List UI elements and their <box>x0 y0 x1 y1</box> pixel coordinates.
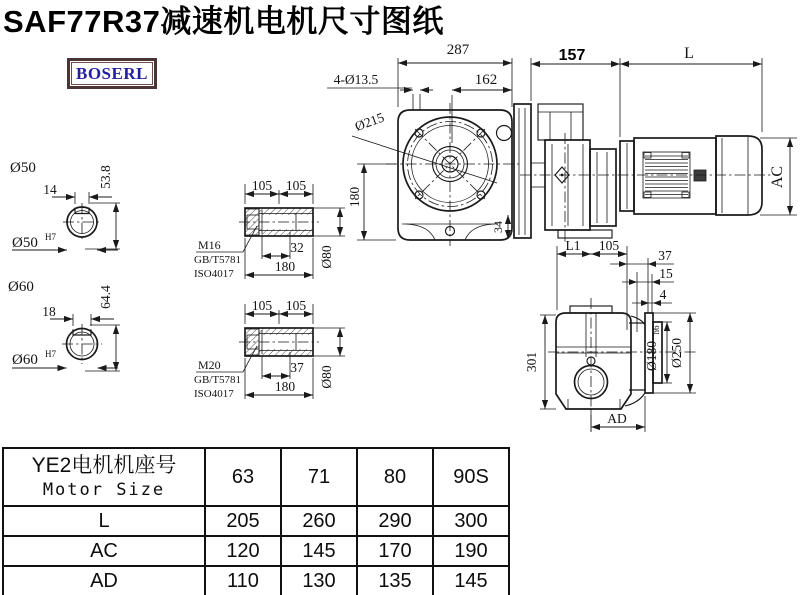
bushing-m20 <box>194 298 345 400</box>
shaft60-key-width: 18 <box>42 304 56 319</box>
size-column-63: 63 <box>205 448 281 506</box>
shaft60-key-height: 64.4 <box>98 285 113 309</box>
side-view <box>514 45 797 243</box>
shaft50-bore-tol: H7 <box>45 232 56 242</box>
bushing16-len1: 105 <box>251 178 273 193</box>
shaft50-key-width: 14 <box>43 182 57 197</box>
table-row-L <box>3 506 509 536</box>
row-label-AD: AD <box>3 566 205 595</box>
rear-spigot-tol: h6 <box>651 325 661 335</box>
shaft60-bore: Ø60 <box>12 352 38 368</box>
front-height-dim: 180 <box>347 186 362 208</box>
table-header-cn: YE2电机机座号 <box>31 454 177 477</box>
table-row-AC <box>3 536 509 566</box>
rear-view <box>524 238 698 433</box>
table-header-en: Motor Size <box>42 480 166 500</box>
bushing-m16 <box>194 178 345 280</box>
size-column-71: 71 <box>281 448 357 506</box>
table-header-cell <box>3 448 205 506</box>
table-cell: 260 <box>281 506 357 536</box>
front-view <box>327 42 522 246</box>
table-cell: 300 <box>433 506 509 536</box>
shaft60-label: Ø60 <box>8 279 34 295</box>
bushing16-total: 180 <box>274 259 296 274</box>
front-holes-label: 4-Ø13.5 <box>333 72 379 87</box>
bushing20-dia: Ø80 <box>319 365 334 389</box>
rear-l1-dim: L1 <box>565 238 581 253</box>
size-column-80: 80 <box>357 448 433 506</box>
table-cell: 290 <box>357 506 433 536</box>
bushing20-standard-gb: GB/T5781 <box>194 374 242 386</box>
table-cell: 205 <box>205 506 281 536</box>
brand-logo-text: BOSERL <box>71 62 153 85</box>
table-cell: 135 <box>357 566 433 595</box>
side-motor-length-dim: L <box>684 45 694 62</box>
bushing20-len1: 105 <box>251 298 273 313</box>
bushing20-thread: M20 <box>198 358 221 372</box>
side-adapter-dim: 157 <box>558 47 586 64</box>
shaft50-bore: Ø50 <box>12 235 38 251</box>
bushing20-len2: 105 <box>285 298 307 313</box>
table-cell: 170 <box>357 536 433 566</box>
row-label-AC: AC <box>3 536 205 566</box>
rear-flange-dia: Ø250 <box>669 338 684 368</box>
table-cell: 145 <box>281 536 357 566</box>
front-upper-dim: 162 <box>474 72 498 88</box>
table-cell: 120 <box>205 536 281 566</box>
rear-spigot-dia: Ø180 <box>644 341 659 371</box>
bushing16-standard-iso: ISO4017 <box>194 268 234 280</box>
shaft-section-60 <box>8 279 120 371</box>
bushing16-thread: M16 <box>198 238 221 252</box>
table-row-AD <box>3 566 509 595</box>
page-title: SAF77R37减速机电机尺寸图纸 <box>3 4 444 39</box>
front-width-dim: 287 <box>446 42 470 58</box>
rear-37-dim: 37 <box>658 248 672 263</box>
rear-ad-dim: AD <box>607 411 627 426</box>
bushing16-len2: 105 <box>285 178 307 193</box>
bushing16-standard-gb: GB/T5781 <box>194 254 242 266</box>
rear-4-dim: 4 <box>659 287 667 302</box>
shaft50-key-height: 53.8 <box>98 165 113 189</box>
rear-105-dim: 105 <box>598 238 620 253</box>
bushing16-dia: Ø80 <box>319 245 334 269</box>
table-cell: 130 <box>281 566 357 595</box>
front-foot-dim: 34 <box>491 221 505 233</box>
shaft50-label: Ø50 <box>10 160 36 176</box>
shaft-section-50 <box>10 160 120 251</box>
table-cell: 190 <box>433 536 509 566</box>
row-label-L: L <box>3 506 205 536</box>
bushing20-total: 180 <box>274 379 296 394</box>
bushing16-depth: 32 <box>290 240 304 255</box>
front-flange-dia: Ø215 <box>352 109 387 134</box>
size-column-90s: 90S <box>433 448 509 506</box>
rear-height-dim: 301 <box>524 351 539 373</box>
shaft60-bore-tol: H7 <box>45 349 56 359</box>
side-motor-dia-dim: AC <box>769 165 786 189</box>
motor-size-table <box>2 447 510 595</box>
table-cell: 145 <box>433 566 509 595</box>
bushing20-standard-iso: ISO4017 <box>194 388 234 400</box>
table-cell: 110 <box>205 566 281 595</box>
rear-15-dim: 15 <box>659 266 673 281</box>
bushing20-depth: 37 <box>290 360 304 375</box>
